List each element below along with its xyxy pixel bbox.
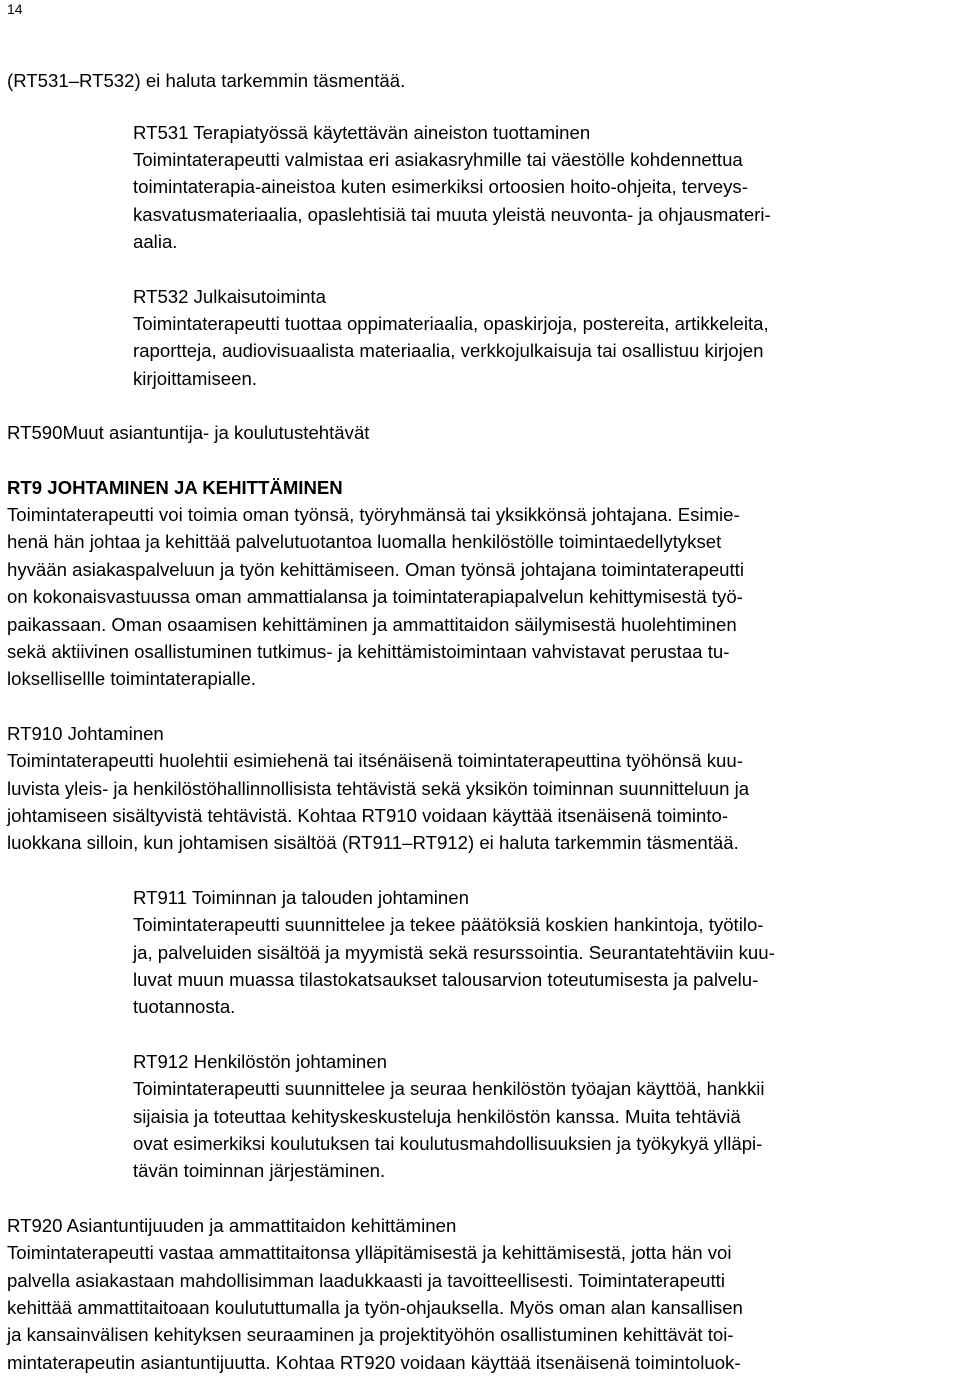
rt532-text-line: raportteja, audiovisuaalista materiaalia, verkkojulkaisuja tai osallistuu kirjojen xyxy=(133,340,764,361)
rt9-section-heading: RT9 JOHTAMINEN JA KEHITTÄMINEN xyxy=(7,477,343,498)
rt920-text-line: Toimintaterapeutti vastaa ammattitaitonsa ylläpitämisestä ja kehittämisestä, jotta hän voi xyxy=(7,1242,732,1263)
rt911-text-line: tuotannosta. xyxy=(133,996,236,1017)
rt910-text-line: luokkana silloin, kun johtamisen sisältöä (RT911–RT912) ei haluta tarkemmin täsmentää. xyxy=(7,832,739,853)
rt9-text-line: on kokonaisvastuussa oman ammattialansa ja toimintaterapiapalvelun kehittymisestä työ- xyxy=(7,586,743,607)
rt9-text-line: hyvään asiakaspalveluun ja työn kehittämiseen. Oman työnsä johtajana toimintaterapeutti xyxy=(7,559,744,580)
intro-line: (RT531–RT532) ei haluta tarkemmin täsmentää. xyxy=(7,70,406,91)
rt920-text-line: ja kansainvälisen kehityksen seuraaminen ja projektityöhön osallistuminen kehittävät toi- xyxy=(7,1324,734,1345)
rt912-text-line: Toimintaterapeutti suunnittelee ja seuraa henkilöstön työajan käyttöä, hankkii xyxy=(133,1078,765,1099)
rt912-text-line: tävän toiminnan järjestäminen. xyxy=(133,1160,386,1181)
rt912-heading: RT912 Henkilöstön johtaminen xyxy=(133,1051,387,1072)
rt910-text-line: Toimintaterapeutti huolehtii esimiehenä tai itsénäisenä toimintaterapeuttina työhönsä kuu- xyxy=(7,750,743,771)
rt920-text-line: kehittää ammattitaitoaan koulututtumalla ja työn-ohjauksella. Myös oman alan kansallisen xyxy=(7,1297,743,1318)
rt911-text-line: Toimintaterapeutti suunnittelee ja tekee päätöksiä koskien hankintoja, työtilo- xyxy=(133,914,764,935)
rt9-text-line: loksellisellle toimintaterapialle. xyxy=(7,668,257,689)
rt912-text-line: sijaisia ja toteuttaa kehityskeskusteluja henkilöstön kanssa. Muita tehtäviä xyxy=(133,1106,741,1127)
rt532-text-line: Toimintaterapeutti tuottaa oppimateriaalia, opaskirjoja, postereita, artikkeleita, xyxy=(133,313,769,334)
rt532-heading: RT532 Julkaisutoiminta xyxy=(133,286,326,307)
rt910-text-line: luvista yleis- ja henkilöstöhallinnollisista tehtävistä sekä yksikön toiminnan suunnitteluun ja xyxy=(7,778,750,799)
rt910-heading: RT910 Johtaminen xyxy=(7,723,164,744)
rt912-text-line: ovat esimerkiksi koulutuksen tai koulutusmahdollisuuksien ja työkykyä ylläpi- xyxy=(133,1133,763,1154)
page-number: 14 xyxy=(7,1,23,17)
rt532-text-line: kirjoittamiseen. xyxy=(133,368,258,389)
rt531-text-line: kasvatusmateriaalia, opaslehtisiä tai muuta yleistä neuvonta- ja ohjausmateri- xyxy=(133,204,771,225)
rt920-text-line: mintaterapeutin asiantuntijuutta. Kohtaa RT920 voidaan käyttää itsenäisenä toimintoluok- xyxy=(7,1352,741,1373)
rt920-text-line: palvella asiakastaan mahdollisimman laadukkaasti ja tavoitteellisesti. Toimintaterapeutti xyxy=(7,1270,725,1291)
rt531-text-line: toimintaterapia-aineistoa kuten esimerkiksi ortoosien hoito-ohjeita, terveys- xyxy=(133,176,748,197)
rt911-heading: RT911 Toiminnan ja talouden johtaminen xyxy=(133,887,469,908)
rt531-text-line: aalia. xyxy=(133,231,178,252)
rt9-text-line: Toimintaterapeutti voi toimia oman työnsä, työryhmänsä tai yksikkönsä johtajana. Esimie- xyxy=(7,504,740,525)
rt920-heading: RT920 Asiantuntijuuden ja ammattitaidon kehittäminen xyxy=(7,1215,457,1236)
rt911-text-line: ja, palveluiden sisältöä ja myymistä sekä resurssointia. Seurantatehtäviin kuu- xyxy=(133,942,775,963)
rt531-heading: RT531 Terapiatyössä käytettävän aineiston tuottaminen xyxy=(133,122,591,143)
rt9-text-line: paikassaan. Oman osaamisen kehittäminen ja ammattitaidon säilymisestä huolehtiminen xyxy=(7,614,737,635)
rt531-text-line: Toimintaterapeutti valmistaa eri asiakasryhmille tai väestölle kohdennettua xyxy=(133,149,743,170)
rt9-text-line: sekä aktiivinen osallistuminen tutkimus- ja kehittämistoimintaan vahvistavat perustaa tu- xyxy=(7,641,730,662)
rt590-heading: RT590Muut asiantuntija- ja koulutustehtävät xyxy=(7,422,370,443)
rt9-text-line: henä hän johtaa ja kehittää palvelutuotantoa luomalla henkilöstölle toimintaedellytykset xyxy=(7,531,722,552)
rt910-text-line: johtamiseen sisältyvistä tehtävistä. Kohtaa RT910 voidaan käyttää itsenäisenä toiminto- xyxy=(7,805,729,826)
rt911-text-line: luvat muun muassa tilastokatsaukset talousarvion toteutumisesta ja palvelu- xyxy=(133,969,759,990)
